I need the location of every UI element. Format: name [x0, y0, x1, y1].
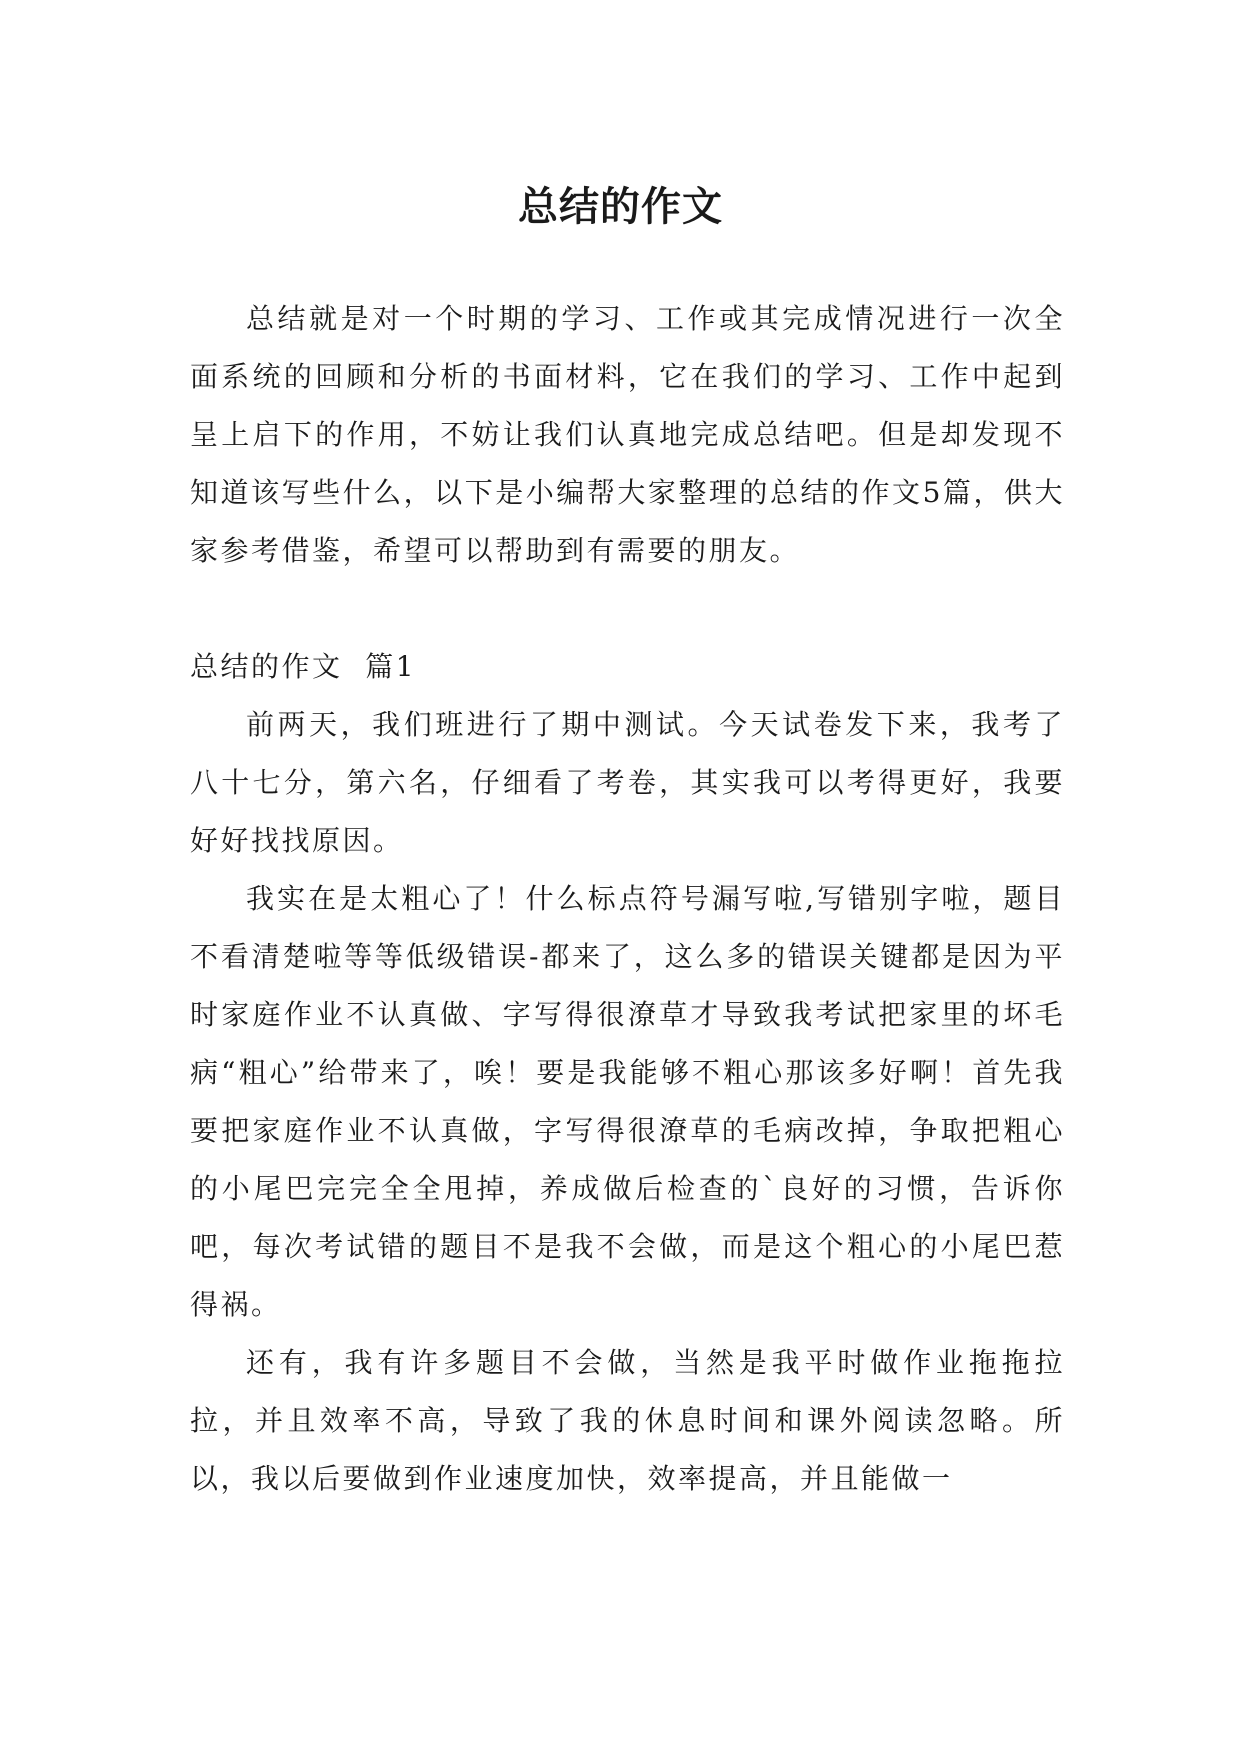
body-paragraph: 还有，我有许多题目不会做，当然是我平时做作业拖拖拉拉，并且效率不高，导致了我的休息时间和课外阅读忽略。所以，我以后要做到作业速度加快，效率提高，并且能做一 [190, 1346, 1065, 1495]
section-heading: 总结的作文 篇1 [190, 650, 417, 683]
body-paragraph: 前两天，我们班进行了期中测试。今天试卷发下来，我考了八十七分，第六名，仔细看了考卷，其实我可以考得更好，我要好好找找原因。 [190, 708, 1065, 857]
section-1 [190, 638, 1065, 1508]
document-body [190, 290, 1065, 1508]
body-paragraph: 我实在是太粗心了！什么标点符号漏写啦,写错别字啦，题目不看清楚啦等等低级错误-都来了，这么多的错误关键都是因为平时家庭作业不认真做、字写得很潦草才导致我考试把家里的坏毛病“粗心”给带来了，唉！要是我能够不粗心那该多好啊！首先我要把家庭作业不认真做，字写得很潦草的毛病改掉，争取把粗心的小尾巴完完全全甩掉，养成做后检查的`良好的习惯，告诉你吧，每次考试错的题目不是我不会做，而是这个粗心的小尾巴惹得祸。 [190, 882, 1065, 1321]
document-title: 总结的作文 [518, 182, 723, 230]
intro-paragraph: 总结就是对一个时期的学习、工作或其完成情况进行一次全面系统的回顾和分析的书面材料，它在我们的学习、工作中起到呈上启下的作用，不妨让我们认真地完成总结吧。但是却发现不知道该写些什么，以下是小编帮大家整理的总结的作文5篇，供大家参考借鉴，希望可以帮助到有需要的朋友。 [190, 302, 1065, 567]
